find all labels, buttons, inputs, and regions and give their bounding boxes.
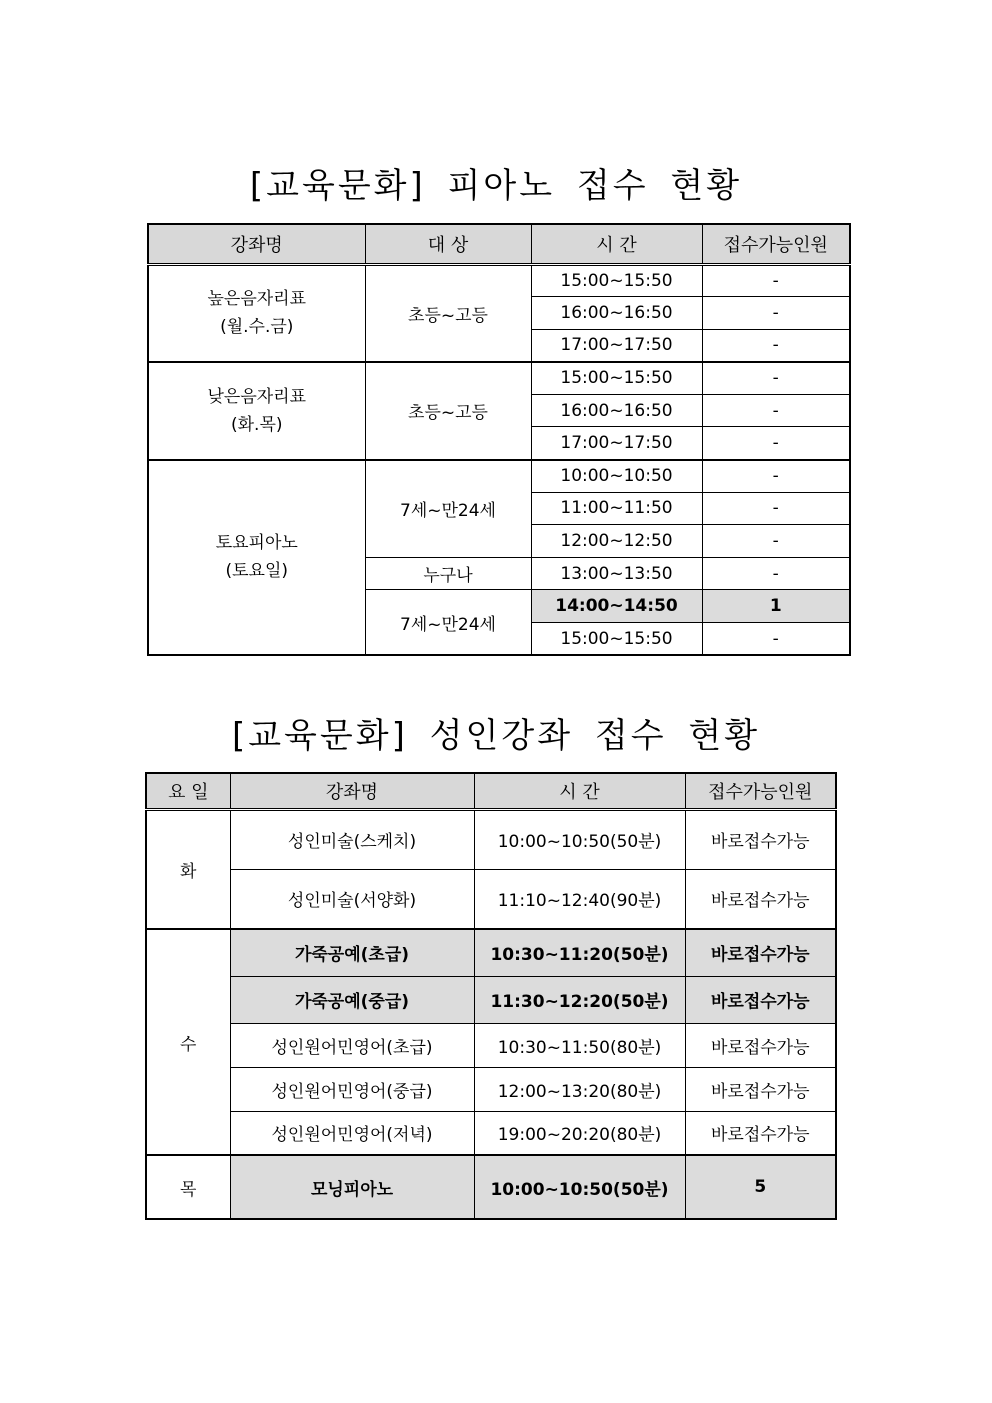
available-count: - [702,557,850,590]
table-row [148,460,850,493]
target-group: 초등~고등 [365,264,531,362]
table-row [146,929,836,976]
status: 5 [685,1155,836,1219]
column-header: 시 간 [474,773,685,809]
table-row [146,809,836,869]
column-header: 대 상 [365,224,531,264]
available-count: - [702,623,850,656]
target-group: 누구나 [365,557,531,590]
table-row [146,1155,836,1219]
time-slot: 16:00~16:50 [531,394,702,427]
table-row [146,1067,836,1111]
time-slot: 10:00~10:50(50분) [474,809,685,869]
column-header: 강좌명 [148,224,365,264]
available-count: - [702,394,850,427]
table-row [146,976,836,1023]
available-count: - [702,297,850,330]
course-name: 낮은음자리표 (화.목) [148,362,365,460]
piano-title: [교육문화] 피아노 접수 현황 [249,166,743,206]
adult-header-row [146,773,836,809]
time-slot: 19:00~20:20(80분) [474,1111,685,1155]
available-count: - [702,329,850,362]
time-slot: 15:00~15:50 [531,264,702,297]
course-name: 높은음자리표 (월.수.금) [148,264,365,362]
time-slot: 14:00~14:50 [531,590,702,623]
time-slot: 13:00~13:50 [531,557,702,590]
column-header: 강좌명 [230,773,474,809]
status: 바로접수가능 [685,1023,836,1067]
status: 바로접수가능 [685,809,836,869]
time-slot: 10:30~11:50(80분) [474,1023,685,1067]
time-slot: 11:30~12:20(50분) [474,976,685,1023]
available-count: - [702,492,850,525]
status: 바로접수가능 [685,1111,836,1155]
day-of-week: 화 [146,809,230,929]
column-header: 시 간 [531,224,702,264]
time-slot: 11:00~11:50 [531,492,702,525]
table-row [146,869,836,929]
time-slot: 10:30~11:20(50분) [474,929,685,976]
adult-table [145,772,837,1220]
day-of-week: 수 [146,929,230,1155]
adult-title: [교육문화] 성인강좌 접수 현황 [231,716,761,756]
target-group: 7세~만24세 [365,590,531,655]
day-of-week: 목 [146,1155,230,1219]
course-name: 가죽공예(중급) [230,976,474,1023]
piano-table [147,223,851,656]
available-count: - [702,460,850,493]
course-name: 성인미술(서양화) [230,869,474,929]
status: 바로접수가능 [685,1067,836,1111]
time-slot: 17:00~17:50 [531,427,702,460]
course-name: 성인원어민영어(저녁) [230,1111,474,1155]
column-header: 접수가능인원 [685,773,836,809]
time-slot: 15:00~15:50 [531,362,702,395]
time-slot: 10:00~10:50(50분) [474,1155,685,1219]
course-name: 가죽공예(초급) [230,929,474,976]
target-group: 초등~고등 [365,362,531,460]
piano-header-row [148,224,850,264]
time-slot: 17:00~17:50 [531,329,702,362]
available-count: - [702,427,850,460]
time-slot: 10:00~10:50 [531,460,702,493]
table-row [148,362,850,395]
table-row [146,1111,836,1155]
time-slot: 15:00~15:50 [531,623,702,656]
table-row [146,1023,836,1067]
available-count: - [702,264,850,297]
target-group: 7세~만24세 [365,460,531,558]
available-count: - [702,525,850,558]
status: 바로접수가능 [685,869,836,929]
status: 바로접수가능 [685,976,836,1023]
time-slot: 16:00~16:50 [531,297,702,330]
table-row [148,264,850,297]
course-name: 성인미술(스케치) [230,809,474,869]
status: 바로접수가능 [685,929,836,976]
available-count: 1 [702,590,850,623]
time-slot: 12:00~13:20(80분) [474,1067,685,1111]
course-name: 모닝피아노 [230,1155,474,1219]
course-name: 토요피아노 (토요일) [148,460,365,656]
column-header: 접수가능인원 [702,224,850,264]
available-count: - [702,362,850,395]
time-slot: 11:10~12:40(90분) [474,869,685,929]
column-header: 요 일 [146,773,230,809]
course-name: 성인원어민영어(초급) [230,1023,474,1067]
time-slot: 12:00~12:50 [531,525,702,558]
course-name: 성인원어민영어(중급) [230,1067,474,1111]
